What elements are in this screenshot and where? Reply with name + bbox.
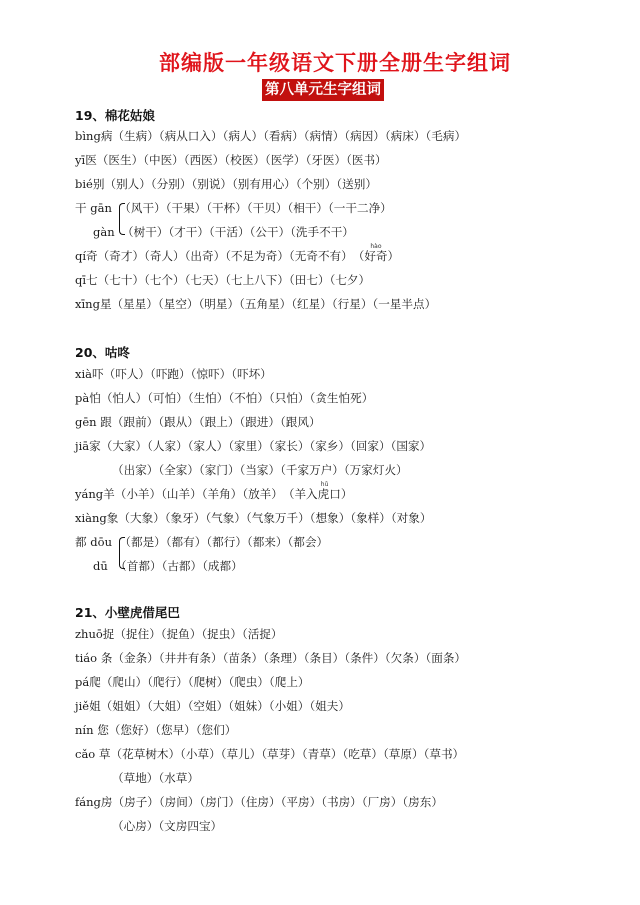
pinyin: zhuō <box>75 627 103 641</box>
word: （家乡） <box>309 439 350 453</box>
word: （房子） <box>112 795 159 809</box>
word: （姐姐） <box>100 699 148 713</box>
character: 干 <box>75 201 87 215</box>
word: （您好） <box>108 723 156 737</box>
word: （家长） <box>268 439 310 453</box>
pinyin: cǎo <box>75 747 96 761</box>
word: （爬行） <box>147 675 188 689</box>
word-with-ruby <box>282 481 353 502</box>
pinyin: pá <box>75 675 90 689</box>
word-line <box>75 746 464 762</box>
word: （吓跑） <box>150 367 191 381</box>
word: （房间） <box>158 795 200 809</box>
pinyin: qī <box>75 273 87 287</box>
word: （羊入虎口） <box>282 487 353 501</box>
word: （怕人） <box>100 391 148 405</box>
word-line <box>75 438 431 454</box>
word-line <box>75 366 272 382</box>
character: 房 <box>100 795 113 809</box>
word: （羊角） <box>201 487 243 501</box>
word: （山羊） <box>161 487 202 501</box>
word: （奇才） <box>97 249 145 263</box>
character: 捉 <box>102 627 115 641</box>
word: （毛病） <box>425 129 467 143</box>
word: （跟上） <box>198 415 240 429</box>
word: （七十） <box>97 273 145 287</box>
pinyin: dōu <box>90 535 112 549</box>
pinyin: qí <box>75 249 87 263</box>
word: （空姐） <box>187 699 229 713</box>
word-line-continued <box>112 462 408 478</box>
word: （都是） <box>119 535 166 549</box>
word: （不足为奇） <box>225 249 289 263</box>
word: （病情） <box>303 129 345 143</box>
pinyin: tiáo <box>75 651 98 665</box>
word-line <box>75 128 466 144</box>
word: （医书） <box>346 153 387 167</box>
word: （吃草） <box>342 747 383 761</box>
pinyin: pà <box>75 391 90 405</box>
word: （跟风） <box>280 415 321 429</box>
word: （捉虫） <box>201 627 242 641</box>
word: （首都） <box>115 559 162 573</box>
word: （一星半点） <box>372 297 437 311</box>
word: （个别） <box>295 177 337 191</box>
word: （气象万千） <box>245 511 310 525</box>
word: （看病） <box>263 129 304 143</box>
word: （星星） <box>111 297 158 311</box>
word: （房东） <box>402 795 443 809</box>
word: （中医） <box>143 153 184 167</box>
word-line-continued <box>112 770 199 786</box>
word: （金条） <box>112 651 159 665</box>
word: （送别） <box>336 177 377 191</box>
word: （人家） <box>147 439 188 453</box>
word: （草儿） <box>220 747 262 761</box>
word: （爬山） <box>100 675 148 689</box>
word-line <box>75 243 400 264</box>
character: 病 <box>100 129 113 143</box>
word: （想象） <box>309 511 351 525</box>
word-line <box>75 650 466 666</box>
word: （爬树） <box>187 675 229 689</box>
word: （跟前） <box>111 415 159 429</box>
word: （条目） <box>303 651 345 665</box>
word: （只怕） <box>268 391 310 405</box>
word: （国家） <box>390 439 432 453</box>
word: （跟进） <box>239 415 280 429</box>
character: 星 <box>99 297 112 311</box>
word: （别有用心） <box>232 177 296 191</box>
word: （象牙） <box>164 511 206 525</box>
word: （七夕） <box>329 273 371 287</box>
word-line <box>75 481 353 502</box>
pinyin: gēn <box>75 415 97 429</box>
word: （家里） <box>228 439 269 453</box>
word: （心房） <box>112 819 159 833</box>
word: （惊吓） <box>190 367 232 381</box>
word: （厂房） <box>361 795 403 809</box>
word: （您们） <box>195 723 237 737</box>
word: （医生） <box>96 153 144 167</box>
word: （西医） <box>183 153 225 167</box>
ruby-pinyin: hǔ <box>320 481 329 488</box>
word: （公干） <box>249 225 291 239</box>
word: （都有） <box>165 535 207 549</box>
word: （您早） <box>155 723 196 737</box>
word: （爬上） <box>268 675 310 689</box>
word: （家门） <box>198 463 240 477</box>
word-line <box>75 674 310 690</box>
word: （干杯） <box>206 201 247 215</box>
ruby-pinyin: hào <box>370 243 382 250</box>
word: （水草） <box>158 771 199 785</box>
word-line <box>75 390 373 406</box>
word: （爬虫） <box>228 675 269 689</box>
word: （当家） <box>239 463 281 477</box>
word: （千家万户） <box>280 463 344 477</box>
word: （不怕） <box>228 391 269 405</box>
pinyin: xīng <box>75 297 100 311</box>
word: （捉鱼） <box>160 627 202 641</box>
word: （行星） <box>331 297 373 311</box>
word: （捉住） <box>114 627 161 641</box>
pinyin: fáng <box>75 795 101 809</box>
word-line <box>75 296 436 312</box>
word: （干活） <box>208 225 250 239</box>
word: （牙医） <box>305 153 347 167</box>
word: （古都） <box>161 559 203 573</box>
word: （树干） <box>122 225 169 239</box>
word: （明星） <box>198 297 240 311</box>
character: 家 <box>89 439 101 453</box>
character: 跟 <box>100 415 112 429</box>
pinyin: dū <box>93 559 108 573</box>
word: （分别） <box>150 177 192 191</box>
word: （小羊） <box>114 487 162 501</box>
unit-subtitle: 第八单元生字组词 <box>262 79 384 101</box>
word: （奇人） <box>144 249 185 263</box>
character: 您 <box>97 723 109 737</box>
word: （青草） <box>301 747 343 761</box>
word: （花草树木） <box>110 747 181 761</box>
word: （五角星） <box>239 297 292 311</box>
character: 都 <box>75 535 87 549</box>
word: （才干） <box>168 225 209 239</box>
character: 象 <box>106 511 119 525</box>
word: （面条） <box>425 651 467 665</box>
section-heading-21: 21、小壁虎借尾巴 <box>75 605 180 620</box>
word: （都会） <box>287 535 329 549</box>
word: （大象） <box>118 511 165 525</box>
word: （房门） <box>199 795 241 809</box>
word: （都行） <box>206 535 247 549</box>
word: （无奇不有） <box>288 249 353 263</box>
pinyin: xià <box>75 367 93 381</box>
word: （草芽） <box>261 747 302 761</box>
word: （病因） <box>344 129 385 143</box>
word: （生怕） <box>187 391 229 405</box>
character: 爬 <box>89 675 101 689</box>
word: （书房） <box>321 795 362 809</box>
word: （姐夫） <box>309 699 350 713</box>
section-heading-19: 19、棉花姑娘 <box>75 108 155 123</box>
section-heading-20: 20、咕咚 <box>75 345 130 360</box>
word: （干果） <box>165 201 207 215</box>
word-line <box>75 698 350 714</box>
word: （病床） <box>384 129 426 143</box>
word: （成都） <box>202 559 243 573</box>
character: 医 <box>85 153 97 167</box>
pinyin: gān <box>90 201 112 215</box>
word: （吓坏） <box>231 367 272 381</box>
word: （可怕） <box>147 391 188 405</box>
word: （风干） <box>119 201 166 215</box>
word: （平房） <box>280 795 322 809</box>
word: （病从口入） <box>158 129 223 143</box>
word: （草原） <box>383 747 424 761</box>
word: （校医） <box>224 153 265 167</box>
word: （草地） <box>112 771 159 785</box>
character: 羊 <box>103 487 115 501</box>
character: 七 <box>86 273 98 287</box>
word: （象样） <box>350 511 391 525</box>
character: 奇 <box>86 249 98 263</box>
word: （田七） <box>288 273 330 287</box>
word: （七天） <box>184 273 226 287</box>
word: （出家） <box>112 463 159 477</box>
word: （好奇） <box>352 249 400 263</box>
word: （小草） <box>180 747 221 761</box>
pinyin: jiě <box>75 699 90 713</box>
word: （欠条） <box>384 651 426 665</box>
character: 别 <box>92 177 105 191</box>
word: （洗手不干） <box>290 225 354 239</box>
word: （草书） <box>423 747 465 761</box>
word: （吓人） <box>103 367 151 381</box>
word-line <box>75 722 236 738</box>
character: 条 <box>100 651 113 665</box>
word: （病人） <box>222 129 264 143</box>
word: （相干） <box>287 201 328 215</box>
pinyin: yī <box>75 153 86 167</box>
word-line <box>75 152 387 168</box>
word: （医学） <box>264 153 306 167</box>
word-line <box>75 626 283 642</box>
word-line <box>75 176 377 192</box>
word: （姐妹） <box>228 699 269 713</box>
word-line <box>75 414 321 430</box>
word-line <box>93 224 354 240</box>
word: （别说） <box>191 177 233 191</box>
word: （气象） <box>205 511 246 525</box>
word: （一干二净） <box>328 201 392 215</box>
word: （贪生怕死） <box>309 391 374 405</box>
word: （大家） <box>100 439 148 453</box>
word: （家人） <box>187 439 229 453</box>
word: （干贝） <box>246 201 288 215</box>
character: 姐 <box>89 699 101 713</box>
word: （生病） <box>112 129 159 143</box>
pinyin: xiàng <box>75 511 107 525</box>
word-line <box>75 534 328 550</box>
word-line <box>75 510 431 526</box>
word: （万家灯火） <box>343 463 408 477</box>
word: （回家） <box>350 439 391 453</box>
word: （条件） <box>344 651 385 665</box>
word: （条理） <box>263 651 304 665</box>
word: （文房四宝） <box>158 819 223 833</box>
page-title: 部编版一年级语文下册全册生字组词 <box>159 50 511 75</box>
word: （出奇） <box>184 249 226 263</box>
pinyin: yáng <box>75 487 104 501</box>
word-line-continued <box>112 818 222 834</box>
word: （别人） <box>104 177 151 191</box>
word: （放羊） <box>242 487 283 501</box>
character: 草 <box>98 747 111 761</box>
character: 怕 <box>89 391 101 405</box>
character: 吓 <box>92 367 104 381</box>
word: （全家） <box>158 463 199 477</box>
pinyin: nín <box>75 723 94 737</box>
pinyin: jiā <box>75 439 90 453</box>
word: （都来） <box>246 535 288 549</box>
word: （对象） <box>390 511 432 525</box>
word: （跟从） <box>158 415 199 429</box>
word: （活捉） <box>241 627 283 641</box>
word: （七上八下） <box>225 273 289 287</box>
word: （住房） <box>240 795 281 809</box>
pinyin: bié <box>75 177 93 191</box>
pinyin: gàn <box>93 225 115 239</box>
pinyin: bìng <box>75 129 101 143</box>
word-with-ruby <box>352 243 400 264</box>
word-line <box>75 794 443 810</box>
word: （七个） <box>144 273 185 287</box>
word: （星空） <box>157 297 199 311</box>
word: （井井有条） <box>158 651 223 665</box>
word: （大姐） <box>147 699 188 713</box>
word-line <box>75 272 370 288</box>
word: （小姐） <box>268 699 310 713</box>
word: （苗条） <box>222 651 264 665</box>
word: （红星） <box>291 297 332 311</box>
word-line <box>93 558 243 574</box>
